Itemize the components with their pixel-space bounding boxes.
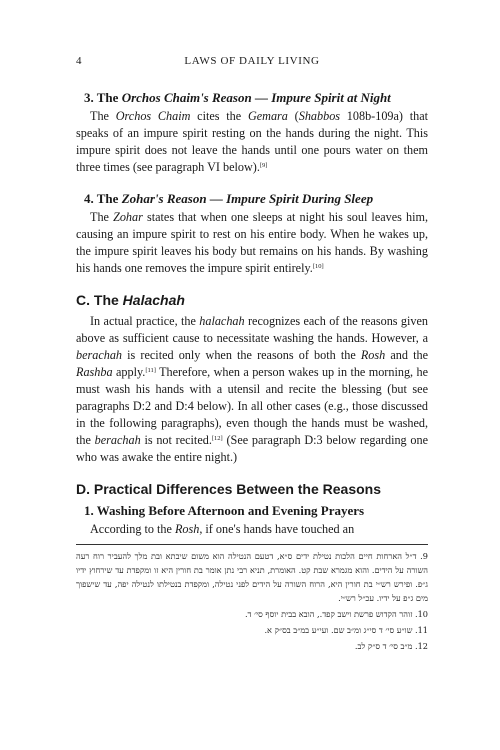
footnote-ref[interactable]: [9] — [259, 162, 268, 169]
footnote-9: 9. ד״ל הארחות חיים הלכות נטילת ידים ס״א, דטעם הנטילה הוא משום שיבתא ובת מלך להעביר רוח רעה השורה על הידים. והוא מגמרא שבת קט. האומרת, תניא רבי נתן אומר בת חורין היא זו ומקפדת עד שירחוץ ידיו ג״פ. ופירש רש״י בת חורין היא, הרוח השורה על הידים לפני נטילה, ומקפדת בנטילתו לנטילה יפה, עד שישפוך מים ג״פ על ידיו. עכ״ל רש״י. — [76, 551, 428, 603]
footnotes — [76, 549, 428, 653]
section-heading-c: C. The Halachah — [76, 292, 185, 308]
page-header — [76, 55, 428, 75]
footnote-ref[interactable]: [12] — [211, 435, 223, 442]
footnote-divider — [76, 544, 428, 545]
paragraph-halachah: In actual practice, the halachah recognizes each of the reasons given above as sufficient cause to necessitate washing the hands. However, a berachah is recited only when the reasons of both the Rosh and the Rashba apply.[11] Therefore, when a person wakes up in the morning, he must wash his hands with a utensil and recite the blessing (but see paragraphs D:2 and D:4 below). In all other cases (e.g., those discussed in the following paragraphs), even though the hands must be washed, the berachah is not recited.[12] (See paragraph D:3 below regarding one who was awake the entire night.) — [76, 314, 429, 464]
running-head: LAWS OF DAILY LIVING — [184, 55, 320, 67]
footnote-11: 11. שו״ע סי׳ ד סי״ג ומ״ב שם. ועי״ע במ״ב בס״ק א. — [264, 625, 428, 635]
subsection-heading-3: 3. The Orchos Chaim's Reason — Impure Spirit at Night — [84, 90, 391, 105]
subsection-heading-4: 4. The Zohar's Reason — Impure Spirit During Sleep — [84, 191, 374, 206]
footnote-10: 10. זוהר הקדוש פרשת וישב קפד., הובא בבית יוסף סי׳ ד. — [244, 609, 428, 619]
subsection-heading-d1: 1. Washing Before Afternoon and Evening Prayers — [84, 503, 365, 518]
book-page — [76, 55, 428, 655]
footnote-ref[interactable]: [10] — [312, 263, 324, 270]
section-heading-d: D. Practical Differences Between the Reasons — [76, 481, 382, 497]
paragraph-orchos-chaim: The Orchos Chaim cites the Gemara (Shabbos 108b-109a) that speaks of an impure spirit resting on the hands during the night. This impure spirit does not leave the hands until one pours water on them three times (see paragraph VI below).[9] — [76, 109, 429, 174]
paragraph-rosh: According to the Rosh, if one's hands have touched an — [90, 522, 355, 536]
footnote-ref[interactable]: [11] — [145, 367, 156, 374]
footnote-12: 12. מ״ב סי׳ ד ס״ק לב. — [354, 641, 428, 651]
paragraph-zohar: The Zohar states that when one sleeps at night his soul leaves him, causing an impure spirit to rest on his entire body. When he wakes up, the impure spirit leaves his body but remains on his hands. By washing his hands one removes the impure spirit entirely.[10] — [76, 210, 428, 275]
page-number: 4 — [76, 55, 83, 67]
